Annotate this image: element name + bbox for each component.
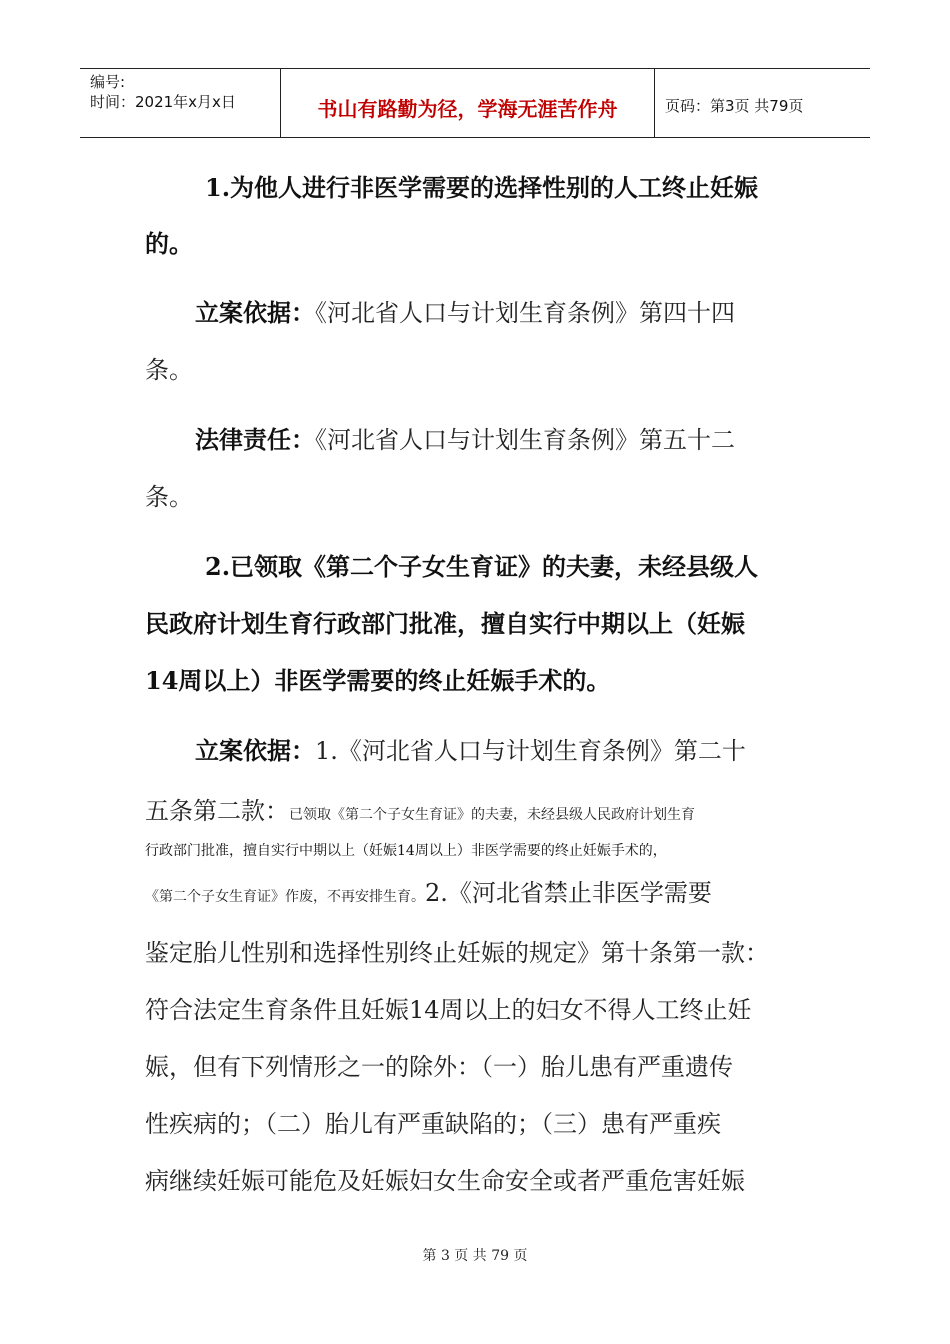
item2-basis-line — [195, 735, 746, 767]
item2-ref2: 2.《河北省禁止非医学需要 — [425, 879, 712, 907]
item1-liability-label: 法律责任： — [195, 425, 315, 454]
item2-basis-text: 1.《河北省人口与计划生育条例》第二十 — [315, 737, 746, 765]
item2-basis-cont-big: 五条第二款： — [145, 797, 289, 825]
item2-basis-label: 立案依据： — [195, 736, 315, 765]
item1-liability-continued: 条。 — [145, 483, 193, 511]
item1-basis-continued: 条。 — [145, 356, 193, 384]
item2-line-d: 性疾病的；（二）胎儿有严重缺陷的；（三）患有严重疾 — [145, 1110, 721, 1138]
document-number-label: 编号: — [90, 73, 126, 91]
item2-title-line2: 民政府计划生育行政部门批准，擅自实行中期以上（妊娠 — [145, 609, 745, 638]
document-time-label: 时间：2021年x月x日 — [90, 93, 236, 111]
item2-title-line1: 2.已领取《第二个子女生育证》的夫妻，未经县级人 — [205, 552, 759, 581]
item1-basis-text: 《河北省人口与计划生育条例》第四十四 — [315, 299, 735, 327]
item1-liability-text: 《河北省人口与计划生育条例》第五十二 — [315, 426, 735, 454]
header-motto: 书山有路勤为径，学海无涯苦作舟 — [317, 97, 618, 121]
item1-title-line1: 1.为他人进行非医学需要的选择性别的人工终止妊娠 — [205, 173, 759, 202]
item2-line-a: 鉴定胎儿性别和选择性别终止妊娠的规定》第十条第一款： — [145, 939, 769, 967]
item2-basis-continued — [145, 795, 695, 831]
item2-basis-cont-small: 已领取《第二个子女生育证》的夫妻，未经县级人民政府计划生育 — [289, 807, 695, 823]
page-footer: 第 3 页 共 79 页 — [422, 1248, 528, 1264]
item2-line-e: 病继续妊娠可能危及妊娠妇女生命安全或者严重危害妊娠 — [145, 1167, 745, 1195]
item1-liability-line — [195, 424, 735, 456]
header-page-info: 页码：第3页 共79页 — [665, 97, 804, 115]
item1-basis-label: 立案依据： — [195, 298, 315, 327]
item1-title-line2: 的。 — [145, 229, 193, 258]
item2-title-line3: 14周以上）非医学需要的终止妊娠手术的。 — [145, 666, 611, 695]
item2-quote-line3-text: 《第二个子女生育证》作废，不再安排生育。 — [145, 889, 425, 905]
item2-quote-line3 — [145, 877, 712, 913]
item2-quote-line2: 行政部门批准，擅自实行中期以上（妊娠14周以上）非医学需要的终止妊娠手术的， — [145, 843, 667, 859]
item2-line-c: 娠，但有下列情形之一的除外：（一）胎儿患有严重遗传 — [145, 1053, 733, 1081]
item1-basis-line — [195, 297, 735, 329]
item2-line-b: 符合法定生育条件且妊娠14周以上的妇女不得人工终止妊 — [145, 996, 752, 1024]
